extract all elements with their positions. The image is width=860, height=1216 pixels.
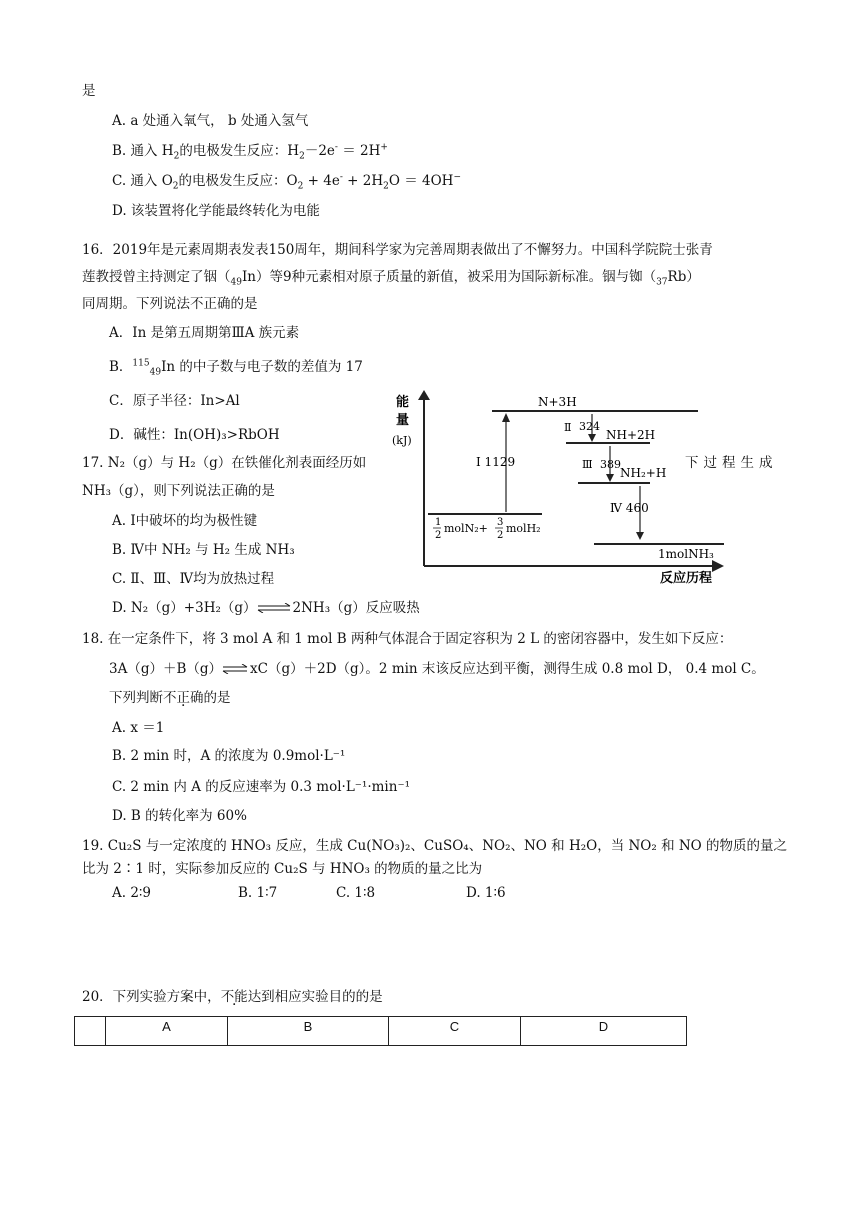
q17-option-d: D. N₂（g）+3H₂（g） 2NH₃（g）反应吸热 — [112, 600, 420, 616]
table-header-b: B — [228, 1017, 389, 1046]
step-1-arrowhead-icon — [502, 413, 510, 422]
q16-option-b: B．$^{115}_{49}$In 的中子数与电子数的差值为 17 — [109, 358, 363, 378]
level-final-label: 1molNH₃ — [658, 547, 714, 561]
q18-stem-line1: 18. 在一定条件下，将 3 mol A 和 1 mol B 两种气体混合于固定容积为 2 L 的密闭容器中，发生如下反应： — [82, 631, 733, 647]
q16-stem-line1: 16．2019年是元素周期表发表150周年，期间科学家为完善周期表做出了不懈努力。中国科学院院士张青 — [82, 242, 713, 258]
step-2-value: 324 — [579, 420, 600, 433]
q19-option-b: B. 1∶7 — [238, 885, 278, 901]
step-3-value: 389 — [600, 458, 621, 471]
q15-stem-tail: 是 — [82, 83, 96, 99]
level-nh2-h-label: NH₂+H — [620, 466, 667, 480]
q18-option-c: C. 2 min 内 A 的反应速率为 0.3 mol·L⁻¹·min⁻¹ — [112, 779, 410, 795]
q16-option-a: A．In 是第五周期第ⅢA 族元素 — [109, 325, 300, 341]
table-header-c: C — [389, 1017, 521, 1046]
step-1-label: Ⅰ 1129 — [476, 455, 516, 469]
q18-stem-line2: 3A（g）＋B（g） xC（g）＋2D（g）。2 min 末该反应达到平衡，测得生成 0.8 mol D， 0.4 mol C。 — [109, 661, 765, 677]
q16-option-d: D．碱性：In(OH)₃>RbOH — [109, 427, 280, 443]
step-3-num: Ⅲ — [582, 458, 593, 471]
energy-level-diagram — [388, 388, 733, 584]
q15-option-b: B. 通入 $H_2$的电极发生反应：$H_2-2e^- = 2H^+$ — [112, 142, 388, 162]
q17-stem-line2: NH₃（g），则下列说法正确的是 — [82, 483, 275, 499]
q17-option-b: B. Ⅳ中 NH₂ 与 H₂ 生成 NH₃ — [112, 542, 295, 558]
svg-text:1: 1 — [435, 517, 442, 528]
step-2-num: Ⅱ — [564, 421, 572, 434]
q16-option-c: C．原子半径：In>Al — [109, 393, 240, 409]
svg-text:2: 2 — [497, 530, 504, 541]
level-nh-2h-label: NH+2H — [606, 428, 656, 442]
svg-text:molH₂: molH₂ — [506, 522, 541, 535]
q19-option-c: C. 1∶8 — [336, 885, 376, 901]
q15-option-d: D. 该装置将化学能最终转化为电能 — [112, 203, 320, 219]
q20-stem: 20．下列实验方案中，不能达到相应实验目的的是 — [82, 989, 383, 1005]
q18-option-d: D. B 的转化率为 60% — [112, 808, 247, 824]
q18-option-a: A. x ＝1 — [112, 720, 165, 736]
step-4-label: Ⅳ 460 — [610, 501, 649, 515]
table-header-blank — [75, 1017, 106, 1046]
step-2-arrowhead-icon — [588, 434, 596, 442]
q18-stem-line3: 下列判断不正确的是 — [109, 690, 231, 706]
q15-option-c: C. 通入 $O_2$的电极发生反应：$O_2 + 4e^- + 2H_2O = 4OH^-$ — [112, 172, 462, 192]
step-4-arrowhead-icon — [636, 532, 644, 540]
q15-option-a: A. a 处通入氧气， b 处通入氢气 — [112, 113, 309, 129]
x-axis-label: 反应历程 — [660, 571, 713, 584]
equilibrium-arrow-icon — [257, 600, 293, 618]
q16-stem-line2: 莲教授曾主持测定了铟$(_{49}In)$等9种元素相对原子质量的新值，被采用为国际新标准。铟与铷$(_{37}Rb)$ — [82, 269, 700, 288]
step-3-arrowhead-icon — [606, 474, 614, 482]
y-axis-arrow-icon — [418, 390, 430, 400]
y-axis-label-mid: 量 — [396, 413, 410, 428]
q19-option-d: D. 1∶6 — [466, 885, 506, 901]
table-header-a: A — [106, 1017, 228, 1046]
q17-option-c: C. Ⅱ、Ⅲ、Ⅳ均为放热过程 — [112, 571, 275, 587]
q17-stem-line1a: 17. N₂（g）与 H₂（g）在铁催化剂表面经历如 — [82, 455, 367, 471]
x-axis-arrow-icon — [712, 560, 724, 572]
q18-option-b: B. 2 min 时，A 的浓度为 0.9mol·L⁻¹ — [112, 748, 346, 764]
q19-stem-line2: 比为 2∶1 时，实际参加反应的 Cu₂S 与 HNO₃ 的物质的量之比为 — [82, 861, 483, 877]
y-axis-label-top: 能 — [396, 395, 410, 410]
q19-stem-line1: 19. Cu₂S 与一定浓度的 HNO₃ 反应，生成 Cu(NO₃)₂、CuSO₄、NO₂、NO 和 H₂O，当 NO₂ 和 NO 的物质的量之 — [82, 838, 788, 854]
level-n-3h-label: N+3H — [538, 395, 577, 409]
q20-answer-table — [74, 1016, 687, 1046]
svg-text:2: 2 — [435, 530, 442, 541]
level-start-label — [433, 517, 541, 541]
q17-option-a: A. Ⅰ中破坏的均为极性键 — [112, 513, 258, 529]
table-row — [75, 1017, 687, 1046]
equilibrium-arrow-icon — [222, 661, 250, 679]
q16-stem-line3: 同周期。下列说法不正确的是 — [82, 296, 258, 312]
q17-stem-line1b: 下过程生成 — [685, 455, 778, 471]
q19-option-a: A. 2∶9 — [112, 885, 152, 901]
svg-text:molN₂+: molN₂+ — [444, 522, 488, 535]
svg-text:3: 3 — [497, 517, 504, 528]
y-axis-unit: (kJ) — [392, 434, 412, 447]
table-header-d: D — [521, 1017, 687, 1046]
